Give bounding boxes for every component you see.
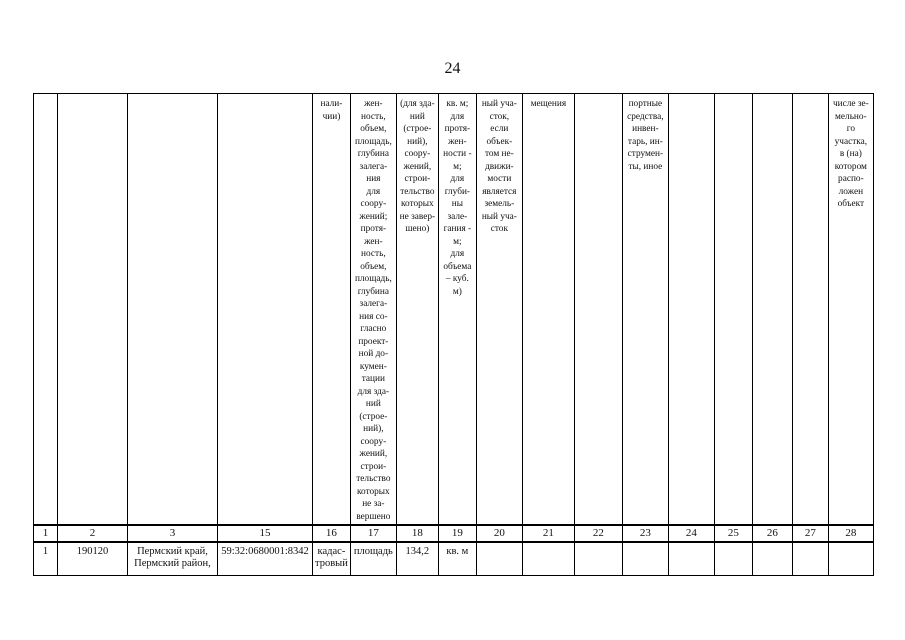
header-cell <box>58 94 128 526</box>
header-cell: мещения <box>522 94 574 526</box>
value-cell: 134,2 <box>396 542 438 576</box>
header-cell <box>574 94 622 526</box>
column-number: 25 <box>714 525 752 542</box>
column-number: 18 <box>396 525 438 542</box>
column-number: 3 <box>128 525 218 542</box>
table-cell <box>622 542 668 576</box>
address-cell: Пермский край, Пермский район, <box>128 542 218 576</box>
column-number: 22 <box>574 525 622 542</box>
header-row <box>34 94 874 526</box>
row-number-cell: 1 <box>34 542 58 576</box>
header-cell <box>34 94 58 526</box>
column-number: 20 <box>476 525 522 542</box>
header-cell: жен- ность, объем, площадь, глубина залега- ния для соору- жений; протя- жен- ность, объем, площадь, глубина залега- ния со- гласно проект- ной до- кумен- тации для зда- ний (строе- ний), соору- жений, строи- тельство которых не за- вершено <box>350 94 396 526</box>
column-number: 21 <box>522 525 574 542</box>
header-cell <box>752 94 792 526</box>
column-number: 23 <box>622 525 668 542</box>
header-cell: ный уча- сток, если объек- том не- движи- мости является земель- ный уча- сток <box>476 94 522 526</box>
column-number: 16 <box>313 525 351 542</box>
header-cell: нали- чии) <box>313 94 351 526</box>
column-number: 26 <box>752 525 792 542</box>
table-row <box>34 542 874 576</box>
column-number: 19 <box>438 525 476 542</box>
header-cell <box>128 94 218 526</box>
header-cell <box>218 94 313 526</box>
header-cell: (для зда- ний (строе- ний), соору- жений, строи- тельство которых не завер- шено) <box>396 94 438 526</box>
table-cell <box>522 542 574 576</box>
header-cell: числе зе- мельно- го участка, в (на) котором распо- ложен объект <box>828 94 873 526</box>
header-cell <box>714 94 752 526</box>
header-cell <box>792 94 828 526</box>
column-number: 27 <box>792 525 828 542</box>
table-cell <box>574 542 622 576</box>
unit-cell: кв. м <box>438 542 476 576</box>
column-number: 28 <box>828 525 873 542</box>
cadastral-number-cell: 59:32:0680001:8342 <box>218 542 313 576</box>
header-cell <box>668 94 714 526</box>
number-type-cell: кадас- тровый <box>313 542 351 576</box>
column-number: 15 <box>218 525 313 542</box>
column-number: 17 <box>350 525 396 542</box>
column-number-row <box>34 525 874 542</box>
table-cell <box>792 542 828 576</box>
page-number: 24 <box>444 60 461 77</box>
table-cell <box>668 542 714 576</box>
column-number: 2 <box>58 525 128 542</box>
table-cell <box>476 542 522 576</box>
table-cell <box>752 542 792 576</box>
header-cell: портные средства, инвен- тарь, ин- струмен- ты, иное <box>622 94 668 526</box>
column-number: 24 <box>668 525 714 542</box>
header-cell: кв. м; для протя- жен- ности - м; для глуби- ны зале- гания - м; для объема – куб. м) <box>438 94 476 526</box>
table-cell <box>714 542 752 576</box>
register-table <box>33 93 874 576</box>
postal-code-cell: 190120 <box>58 542 128 576</box>
characteristic-cell: площадь <box>350 542 396 576</box>
table-cell <box>828 542 873 576</box>
column-number: 1 <box>34 525 58 542</box>
